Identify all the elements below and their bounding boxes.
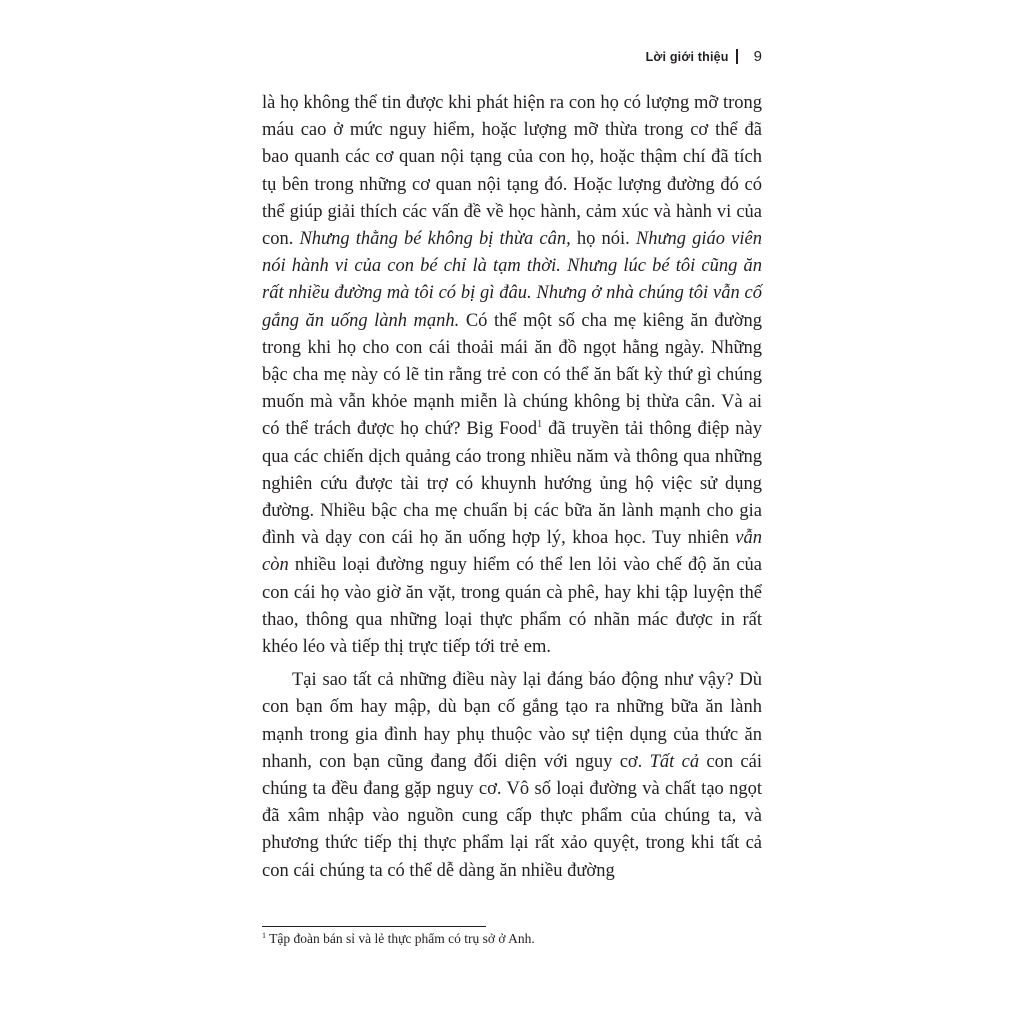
text-run: là họ không thể tin được khi phát hiện ra con họ có lượng mỡ trong máu cao ở mức nguy hiểm, hoặc lượng mỡ thừa trong cơ thể đã bao quanh các cơ quan nội tạng của con họ, hoặc thậm chí đã tích tụ bên trong những cơ quan nội tạng đó. Hoặc lượng đường đó có thể giúp giải thích các vấn đề về học hành, cảm xúc và hành vi của con. [262, 93, 762, 250]
footnote-reference: 1 [537, 419, 543, 431]
italic-run: vẫn còn [262, 528, 762, 576]
text-run: Tại sao tất cả những điều này lại đáng báo động như vậy? Dù con bạn ốm hay mập, dù bạn cố gắng tạo ra những bữa ăn lành mạnh trong gia đình hay phụ thuộc vào sự tiện dụng của thức ăn nhanh, con bạn cũng đang đối diện với nguy cơ. [262, 670, 762, 772]
header-separator [736, 49, 738, 64]
text-run: con cái chúng ta đều đang gặp nguy cơ. Vô số loại đường và chất tạo ngọt đã xâm nhập vào nguồn cung cấp thực phẩm của chúng ta, và phương thức tiếp thị thực phẩm lại rất xảo quyệt, trong khi tất cả con cái chúng ta có thể dễ dàng ăn nhiều đường [262, 751, 762, 881]
text-run: đã truyền tải thông điệp này qua các chiến dịch quảng cáo trong nhiều năm và thông qua những nghiên cứu được tài trợ có khuynh hướng ủng hộ việc sử dụng đường. Nhiều bậc cha mẹ chuẩn bị các bữa ăn lành mạnh cho gia đình và dạy con cái họ ăn uống hợp lý, khoa học. Tuy nhiên [262, 419, 762, 549]
text-run: nhiều loại đường nguy hiểm có thể len lỏi vào chế độ ăn của con cái họ vào giờ ăn vặt, trong quán cà phê, hay khi tập luyện thể thao, thông qua những loại thực phẩm có nhãn mác được in rất khéo léo và tiếp thị trực tiếp tới trẻ em. [262, 555, 762, 658]
paragraph-2 [262, 667, 762, 885]
running-head [646, 48, 762, 65]
body-text [262, 90, 762, 885]
italic-run: Nhưng thằng bé không bị thừa cân, [299, 229, 571, 250]
footnote-marker: 1 [262, 931, 266, 940]
footnote-text: Tập đoàn bán sỉ và lẻ thực phẩm có trụ sở ở Anh. [266, 931, 535, 946]
text-run: Có thể một số cha mẹ kiêng ăn đường trong khi họ cho con cái thoải mái ăn đồ ngọt hằng ngày. Những bậc cha mẹ này có lẽ tin rằng trẻ con có thể ăn bất kỳ thứ gì chúng muốn mà vẫn khỏe mạnh miễn là chúng không bị thừa cân. Và ai có thể trách được họ chứ? Big Food [262, 310, 762, 440]
footnote [262, 930, 762, 948]
text-run: họ nói. [570, 229, 636, 250]
paragraph-1 [262, 90, 762, 661]
footnote-rule [262, 926, 486, 927]
chapter-title: Lời giới thiệu [645, 49, 729, 64]
italic-run: Nhưng giáo viên nói hành vi của con bé chỉ là tạm thời. Nhưng lúc bé tôi cũng ăn rất nhiều đường mà tôi có bị gì đâu. Nhưng ở nhà chúng tôi vẫn cố gắng ăn uống lành mạnh. [262, 229, 762, 331]
page-number: 9 [753, 48, 762, 65]
italic-run: Tất cả [649, 751, 700, 772]
